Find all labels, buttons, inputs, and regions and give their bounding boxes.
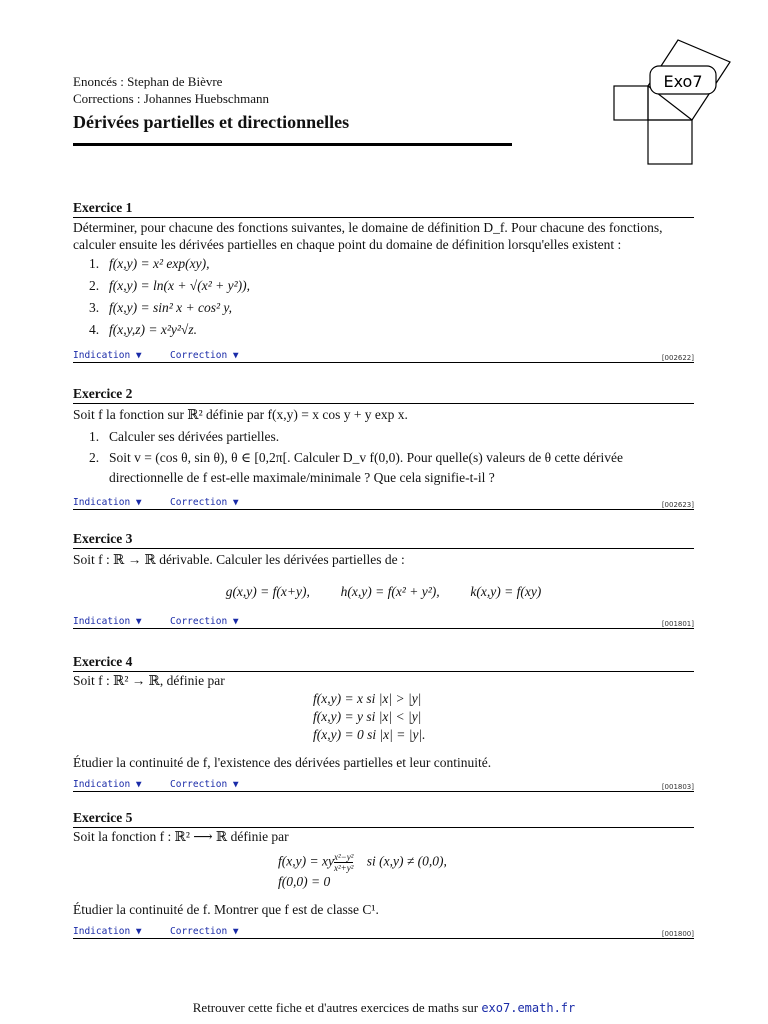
list-item: 2. f(x,y) = ln(x + √(x² + y²)), — [89, 278, 251, 293]
exo7-logo — [600, 30, 760, 175]
exercise-3 — [73, 531, 694, 629]
logo-text: Exo7 — [663, 72, 703, 91]
piecewise-cases: f(x,y) = xy $\frac{\text{x²−y²}}{\text{x²+y²}}$ si (x,y) ≠ (0,0), f(0,0) = 0 — [278, 852, 447, 889]
exercise-intro: Soit f : ℝ → ℝ dérivable. Calculer les dérivées partielles de : — [73, 552, 405, 567]
exercise-title: Exercice 4 — [73, 654, 694, 672]
separator — [73, 362, 694, 363]
exercise-title: Exercice 2 — [73, 386, 694, 404]
exercise-intro: Déterminer, pour chacune des fonctions suivantes, le domaine de définition D_f. Pour chacune des fonctions, calculer ensuite les dérivées partielles en chaque point du domaine de définition lorsqu'elles existent : — [73, 220, 663, 252]
indication-link[interactable]: Indication ▼ — [73, 779, 142, 790]
list-item: 1. Calculer ses dérivées partielles. — [89, 429, 280, 444]
title-rule — [73, 143, 512, 146]
separator — [73, 628, 694, 629]
footer — [0, 1000, 768, 1016]
exercise-outro: Étudier la continuité de f, l'existence des dérivées partielles et leur continuité. — [73, 755, 492, 770]
indication-link[interactable]: Indication ▼ — [73, 497, 142, 508]
exercise-title: Exercice 1 — [73, 200, 694, 218]
exercise-ref: [002623] — [661, 501, 694, 509]
piecewise-cases: f(x,y) = x si |x| > |y| f(x,y) = y si |x| < |y| f(x,y) = 0 si |x| = |y|. — [313, 691, 426, 742]
exercise-intro: Soit la fonction f : ℝ² ⟶ ℝ définie par — [73, 829, 289, 844]
separator — [73, 509, 694, 510]
list-item: 4. f(x,y,z) = x²y²√z. — [89, 322, 197, 337]
correction-link[interactable]: Correction ▼ — [170, 779, 239, 790]
exercise-intro: Soit f : ℝ² → ℝ, définie par — [73, 673, 225, 688]
exercise-4 — [73, 654, 694, 792]
separator — [73, 938, 694, 939]
indication-link[interactable]: Indication ▼ — [73, 926, 142, 937]
footer-link[interactable]: exo7.emath.fr — [481, 1001, 576, 1015]
separator — [73, 791, 694, 792]
equation-line: g(x,y) = f(x+y), h(x,y) = f(x² + y²), k(x,y) = f(xy) — [225, 584, 542, 599]
correction-link[interactable]: Correction ▼ — [170, 926, 239, 937]
exercise-ref: [001801] — [661, 620, 694, 628]
correction-link[interactable]: Correction ▼ — [170, 497, 239, 508]
correction-link[interactable]: Correction ▼ — [170, 350, 239, 361]
indication-link[interactable]: Indication ▼ — [73, 616, 142, 627]
page-title: Dérivées partielles et directionnelles — [73, 112, 350, 132]
exercise-ref: [001803] — [661, 783, 694, 791]
exercise-5 — [73, 810, 694, 939]
exercise-outro: Étudier la continuité de f. Montrer que f est de classe C¹. — [73, 902, 379, 917]
exercise-2 — [73, 386, 694, 510]
credit-corrections: Corrections : Johannes Huebschmann — [73, 91, 270, 106]
exercise-ref: [002622] — [661, 354, 694, 362]
list-item: 1. f(x,y) = x² exp(xy), — [89, 256, 210, 271]
exercise-intro: Soit f la fonction sur ℝ² définie par f(x,y) = x cos y + y exp x. — [73, 407, 408, 422]
exercise-ref: [001800] — [661, 930, 694, 938]
exercise-title: Exercice 5 — [73, 810, 694, 828]
credit-statements: Enoncés : Stephan de Bièvre — [73, 74, 223, 89]
exercise-title: Exercice 3 — [73, 531, 694, 549]
list-item: 3. f(x,y) = sin² x + cos² y, — [89, 300, 233, 315]
correction-link[interactable]: Correction ▼ — [170, 616, 239, 627]
exercise-1 — [73, 200, 694, 363]
list-item: 2. Soit v = (cos θ, sin θ), θ ∈ [0,2π[. Calculer D_v f(0,0). Pour quelle(s) valeurs de θ cette dérivée directionnelle de f est-elle maximale/minimale ? Que cela signifie-t-il ? — [89, 450, 624, 485]
indication-link[interactable]: Indication ▼ — [73, 350, 142, 361]
footer-text: Retrouver cette fiche et d'autres exercices de maths sur — [192, 1000, 482, 1015]
